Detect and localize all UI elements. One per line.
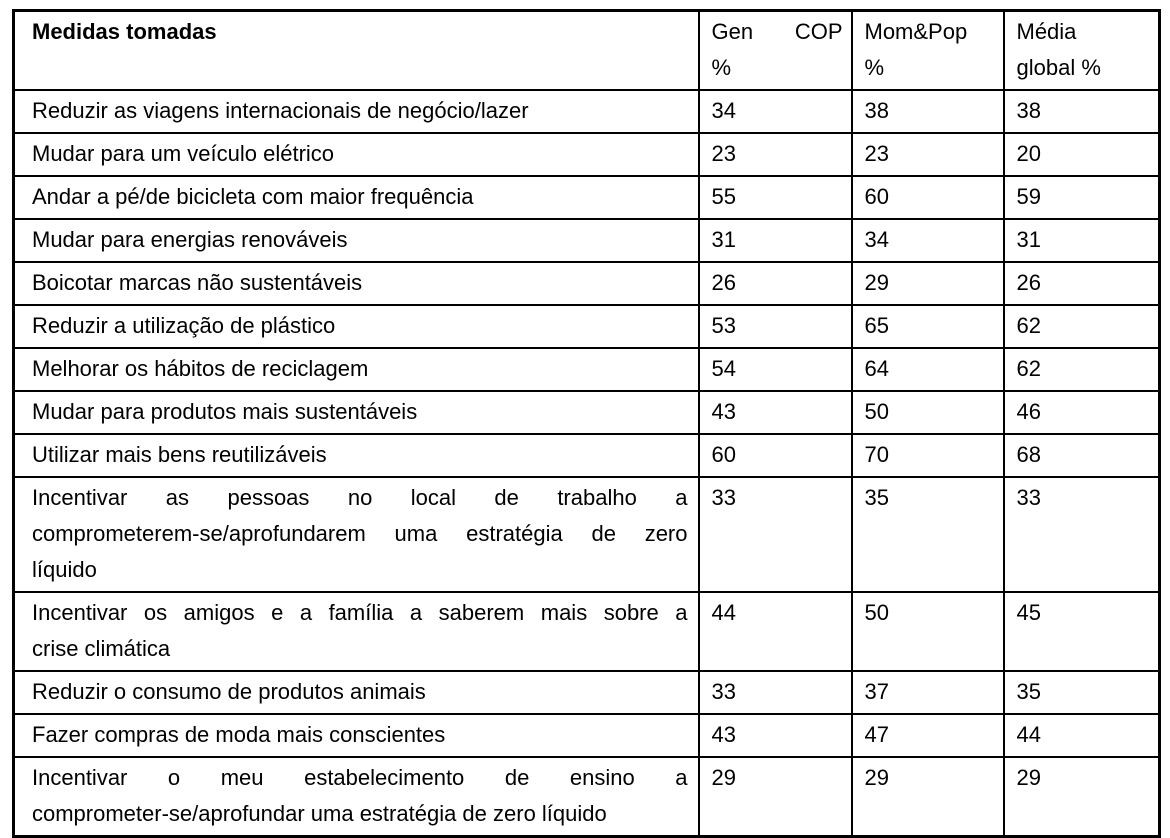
media-global-cell: 38 bbox=[1004, 90, 1160, 133]
table-row bbox=[14, 477, 1160, 592]
table-row bbox=[14, 714, 1160, 757]
gen-cop-cell: 33 bbox=[699, 477, 852, 592]
mom-pop-cell: 29 bbox=[852, 262, 1004, 305]
gen-cop-cell: 55 bbox=[699, 176, 852, 219]
cell-text-line: Média bbox=[1016, 19, 1077, 44]
cell-text-line: Reduzir o consumo de produtos animais bbox=[32, 679, 426, 704]
measure-cell bbox=[14, 714, 699, 757]
gen-cop-cell: 26 bbox=[699, 262, 852, 305]
table-row bbox=[14, 348, 1160, 391]
media-global-cell: 62 bbox=[1004, 305, 1160, 348]
document-page bbox=[0, 9, 1170, 826]
measure-cell bbox=[14, 671, 699, 714]
mom-pop-cell: 70 bbox=[852, 434, 1004, 477]
measure-cell bbox=[14, 434, 699, 477]
table-row bbox=[14, 262, 1160, 305]
cell-text-line: comprometerem-se/aprofundarem uma estratégia de zero bbox=[32, 521, 688, 546]
cell-text-line: Reduzir as viagens internacionais de negócio/lazer bbox=[32, 98, 529, 123]
table-row bbox=[14, 176, 1160, 219]
cell-text-line: % bbox=[711, 55, 732, 80]
cell-text-line: Andar a pé/de bicicleta com maior frequência bbox=[32, 184, 474, 209]
header-row bbox=[14, 11, 1160, 91]
cell-text-line: Boicotar marcas não sustentáveis bbox=[32, 270, 363, 295]
mom-pop-cell: 29 bbox=[852, 757, 1004, 837]
cell-text-line: Mudar para produtos mais sustentáveis bbox=[32, 399, 418, 424]
measure-cell bbox=[14, 176, 699, 219]
media-global-cell: 45 bbox=[1004, 592, 1160, 671]
table-row bbox=[14, 391, 1160, 434]
cell-text-line: Incentivar o meu estabelecimento de ensino a bbox=[32, 765, 688, 790]
media-global-cell: 68 bbox=[1004, 434, 1160, 477]
media-global-cell: 29 bbox=[1004, 757, 1160, 837]
gen-cop-cell: 53 bbox=[699, 305, 852, 348]
media-global-cell: 59 bbox=[1004, 176, 1160, 219]
mom-pop-cell: 50 bbox=[852, 592, 1004, 671]
column-header-medidas-tomadas: Medidas tomadas bbox=[14, 11, 699, 91]
table-row bbox=[14, 671, 1160, 714]
cell-text-line: global % bbox=[1016, 55, 1101, 80]
measure-cell bbox=[14, 348, 699, 391]
media-global-cell: 33 bbox=[1004, 477, 1160, 592]
measure-cell bbox=[14, 305, 699, 348]
gen-cop-cell: 60 bbox=[699, 434, 852, 477]
cell-text-line: Incentivar as pessoas no local de trabalho a bbox=[32, 485, 688, 510]
table-row bbox=[14, 133, 1160, 176]
mom-pop-cell: 47 bbox=[852, 714, 1004, 757]
media-global-cell: 31 bbox=[1004, 219, 1160, 262]
gen-cop-cell: 34 bbox=[699, 90, 852, 133]
table-row bbox=[14, 592, 1160, 671]
cell-text-line: Fazer compras de moda mais conscientes bbox=[32, 722, 446, 747]
mom-pop-cell: 64 bbox=[852, 348, 1004, 391]
measure-cell bbox=[14, 592, 699, 671]
media-global-cell: 26 bbox=[1004, 262, 1160, 305]
table-row bbox=[14, 90, 1160, 133]
mom-pop-cell: 23 bbox=[852, 133, 1004, 176]
measure-cell bbox=[14, 262, 699, 305]
gen-cop-cell: 23 bbox=[699, 133, 852, 176]
gen-cop-cell: 29 bbox=[699, 757, 852, 837]
media-global-cell: 35 bbox=[1004, 671, 1160, 714]
mom-pop-cell: 34 bbox=[852, 219, 1004, 262]
cell-text-line: comprometer-se/aprofundar uma estratégia de zero líquido bbox=[32, 801, 607, 826]
cell-text-line: Mudar para um veículo elétrico bbox=[32, 141, 335, 166]
mom-pop-cell: 37 bbox=[852, 671, 1004, 714]
measure-cell bbox=[14, 757, 699, 837]
cell-text-line: Mom&Pop bbox=[864, 19, 968, 44]
mom-pop-cell: 50 bbox=[852, 391, 1004, 434]
gen-cop-cell: 33 bbox=[699, 671, 852, 714]
media-global-cell: 62 bbox=[1004, 348, 1160, 391]
gen-cop-cell: 43 bbox=[699, 391, 852, 434]
cell-text-line: crise climática bbox=[32, 636, 171, 661]
table-row bbox=[14, 434, 1160, 477]
gen-cop-cell: 43 bbox=[699, 714, 852, 757]
measure-cell bbox=[14, 133, 699, 176]
media-global-cell: 44 bbox=[1004, 714, 1160, 757]
table-row bbox=[14, 757, 1160, 837]
cell-text-line: Utilizar mais bens reutilizáveis bbox=[32, 442, 327, 467]
gen-cop-cell: 44 bbox=[699, 592, 852, 671]
cell-text-line: líquido bbox=[32, 557, 97, 582]
cell-text-line: Gen COP bbox=[711, 19, 843, 44]
measure-cell bbox=[14, 90, 699, 133]
cell-text-line: Mudar para energias renováveis bbox=[32, 227, 348, 252]
column-header-media-global bbox=[1004, 11, 1160, 91]
cell-text-line: % bbox=[864, 55, 885, 80]
mom-pop-cell: 65 bbox=[852, 305, 1004, 348]
measure-cell bbox=[14, 219, 699, 262]
measure-cell bbox=[14, 477, 699, 592]
table-row bbox=[14, 219, 1160, 262]
cell-text-line: Reduzir a utilização de plástico bbox=[32, 313, 336, 338]
gen-cop-cell: 31 bbox=[699, 219, 852, 262]
column-header-mom-pop bbox=[852, 11, 1004, 91]
measures-table bbox=[12, 9, 1161, 838]
gen-cop-cell: 54 bbox=[699, 348, 852, 391]
measure-cell bbox=[14, 391, 699, 434]
mom-pop-cell: 60 bbox=[852, 176, 1004, 219]
table-row bbox=[14, 305, 1160, 348]
mom-pop-cell: 38 bbox=[852, 90, 1004, 133]
mom-pop-cell: 35 bbox=[852, 477, 1004, 592]
cell-text-line: Incentivar os amigos e a família a saberem mais sobre a bbox=[32, 600, 688, 625]
cell-text-line: Melhorar os hábitos de reciclagem bbox=[32, 356, 369, 381]
media-global-cell: 20 bbox=[1004, 133, 1160, 176]
column-header-gen-cop bbox=[699, 11, 852, 91]
media-global-cell: 46 bbox=[1004, 391, 1160, 434]
